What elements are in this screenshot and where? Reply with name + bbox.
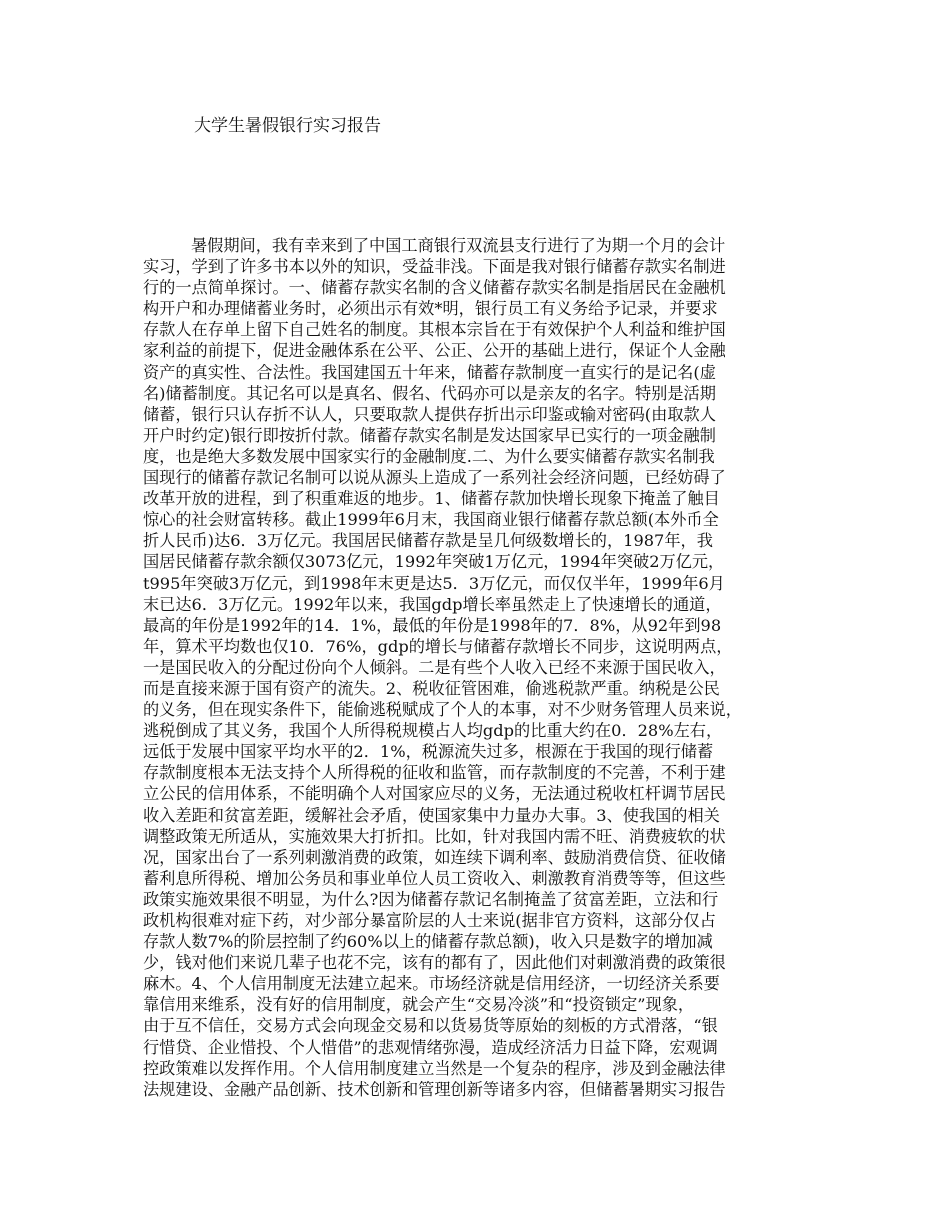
body-line: 实习，学到了许多书本以外的知识，受益非浅。下面是我对银行储蓄存款实名制进 xyxy=(143,257,726,277)
body-line: 改革开放的进程，到了积重难返的地步。1、储蓄存款加快增长现象下掩盖了触目 xyxy=(143,489,720,509)
body-line: 调整政策无所适从，实施效果大打折扣。比如，针对我国内需不旺、消费疲软的状 xyxy=(143,826,726,846)
body-line: 蓄利息所得税、增加公务员和事业单位人员工资收入、刺激教育消费等等，但这些 xyxy=(143,868,726,888)
body-line: 行的一点简单探讨。一、储蓄存款实名制的含义储蓄存款实名制是指居民在金融机 xyxy=(143,278,726,298)
body-line: 控政策难以发挥作用。个人信用制度建立当然是一个复杂的程序，涉及到金融法律 xyxy=(143,1058,726,1078)
body-line: 政机构很难对症下药，对少部分暴富阶层的人士来说(据非官方资料，这部分仅占 xyxy=(143,911,716,930)
body-line: 存款制度根本无法支持个人所得税的征收和监管，而存款制度的不完善，不利于建 xyxy=(143,763,726,783)
body-line: 国居民储蓄存款余额仅3073亿元，1992年突破1万亿元，1994年突破2万亿元， xyxy=(143,552,725,572)
body-line: 开户时约定)银行即按折付款。储蓄存款实名制是发达国家早已实行的一项金融制 xyxy=(143,425,716,445)
body-line: 资产的真实性、合法性。我国建国五十年来，储蓄存款制度一直实行的是记名(虚 xyxy=(143,362,716,382)
body-line: 折人民币)达6．3万亿元。我国居民储蓄存款是呈几何级数增长的，1987年，我 xyxy=(143,531,713,551)
body-line: 况，国家出台了一系列刺激消费的政策，如连续下调利率、鼓励消费信贷、征收储 xyxy=(143,847,726,867)
body-line: 政策实施效果很不明显，为什么?因为储蓄存款记名制掩盖了贫富差距，立法和行 xyxy=(143,889,719,909)
body-line: 家利益的前提下，促进金融体系在公平、公正、公开的基础上进行，保证个人金融 xyxy=(143,341,726,361)
body-line: 暑假期间，我有幸来到了中国工商银行双流县支行进行了为期一个月的会计 xyxy=(191,236,726,255)
body-line: 一是国民收入的分配过份向个人倾斜。二是有些个人收入已经不来源于国民收入， xyxy=(143,657,726,677)
body-line: 立公民的信用体系，不能明确个人对国家应尽的义务，无法通过税收杠杆调节居民 xyxy=(143,784,726,804)
body-line: 国现行的储蓄存款记名制可以说从源头上造成了一系列社会经济问题，已经妨碍了 xyxy=(143,468,726,488)
body-line: 存款人在存单上留下自己姓名的制度。其根本宗旨在于有效保护个人利益和维护国 xyxy=(143,320,726,340)
body-line: 而是直接来源于国有资产的流失。2、税收征管困难，偷逃税款严重。纳税是公民 xyxy=(143,678,720,698)
body-line: 逃税倒成了其义务，我国个人所得税规模占人均gdp的比重大约在0．28%左右， xyxy=(143,721,723,741)
body-line: 麻木。4、个人信用制度无法建立起来。市场经济就是信用经济，一切经济关系要 xyxy=(143,974,720,994)
body-line: 惊心的社会财富转移。截止1999年6月末，我国商业银行储蓄存款总额(本外币全 xyxy=(143,510,719,530)
body-line: 收入差距和贫富差距，缓解社会矛盾，使国家集中力量办大事。3、使我国的相关 xyxy=(143,805,720,825)
body-line: 末已达6．3万亿元。1992年以来，我国gdp增长率虽然走上了快速增长的通道， xyxy=(143,594,722,614)
body-line: 最高的年份是1992年的14．1%，最低的年份是1998年的7．8%，从92年到98 xyxy=(143,615,722,635)
body-line: 由于互不信任，交易方式会向现金交易和以货易货等原始的刻板的方式滑落，“银 xyxy=(143,1016,718,1036)
body-line: 远低于发展中国家平均水平的2．1%，税源流失过多，根源在于我国的现行储蓄 xyxy=(143,742,714,762)
document-title: 大学生暑假银行实习报告 xyxy=(194,116,381,136)
document-body xyxy=(143,235,813,1100)
body-line: 名)储蓄制度。其记名可以是真名、假名、代码亦可以是亲友的名字。特别是活期 xyxy=(143,383,716,403)
body-line: 年，算术平均数也仅10．76%，gdp的增长与储蓄存款增长不同步，这说明两点， xyxy=(143,636,733,656)
body-line: 存款人数7%的阶层控制了约60%以上的储蓄存款总额)，收入只是数字的增加减 xyxy=(143,932,713,952)
body-line: 法规建设、金融产品创新、技术创新和管理创新等诸多内容，但储蓄暑期实习报告 xyxy=(143,1079,726,1099)
body-line: 储蓄，银行只认存折不认人，只要取款人提供存折出示印鉴或输对密码(由取款人 xyxy=(143,404,716,424)
body-line: 的义务，但在现实条件下，能偷逃税赋成了个人的本事，对不少财务管理人员来说， xyxy=(143,700,742,720)
body-line: t995年突破3万亿元，到1998年末更是达5．3万亿元，而仅仅半年，1999年6月 xyxy=(143,573,725,593)
body-line: 靠信用来维系，没有好的信用制度，就会产生“交易冷淡”和“投资锁定”现象， xyxy=(143,995,695,1015)
body-line: 行惜贷、企业惜投、个人惜借”的悲观情绪弥漫，造成经济活力日益下降，宏观调 xyxy=(143,1037,718,1057)
body-line: 构开户和办理储蓄业务时，必须出示有效*明，银行员工有义务给予记录，并要求 xyxy=(143,299,718,319)
body-line: 度，也是绝大多数发展中国家实行的金融制度.二、为什么要实储蓄存款实名制我 xyxy=(143,446,715,466)
body-line: 少，钱对他们来说几辈子也花不完，该有的都有了，因此他们对刺激消费的政策很 xyxy=(143,953,726,973)
